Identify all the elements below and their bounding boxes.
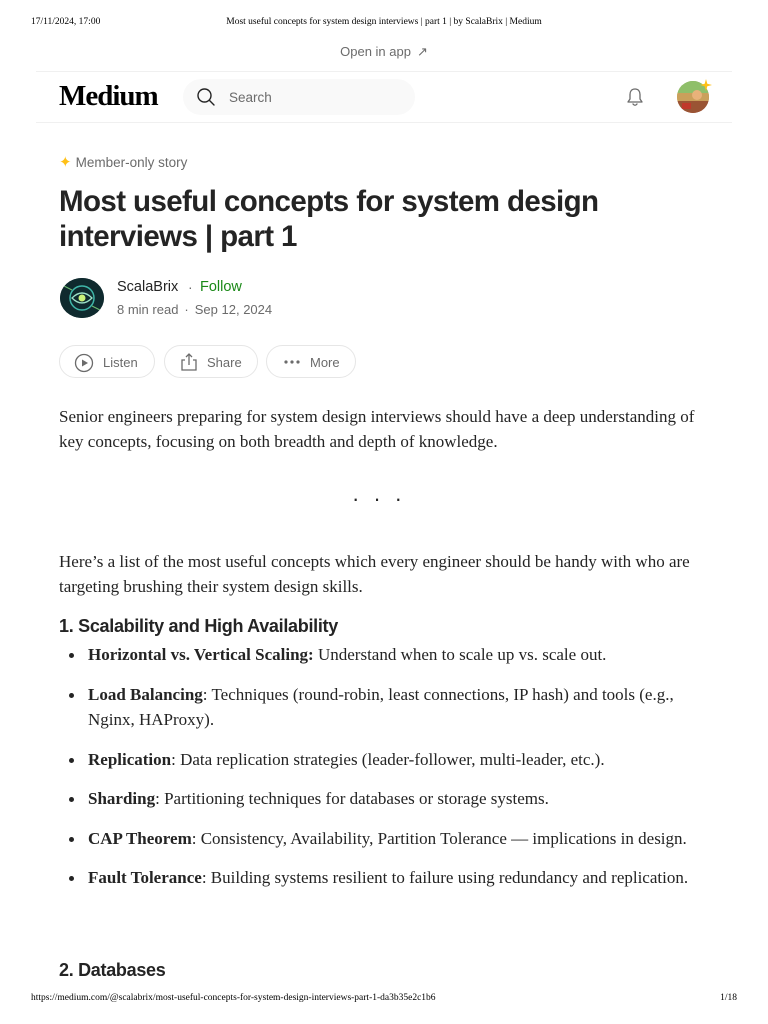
list-item-text: : Building systems resilient to failure using redundancy and replication. (201, 868, 689, 887)
bullet-dot (69, 797, 74, 802)
print-footer (0, 993, 768, 1007)
list-item-term: Fault Tolerance (88, 868, 202, 887)
meta-separator: · (184, 302, 189, 317)
list-item (59, 642, 719, 668)
section-heading-scalability: 1. Scalability and High Availability (59, 616, 338, 636)
list-item (59, 682, 719, 733)
more-button[interactable] (266, 345, 356, 378)
share-label: Share (207, 355, 242, 370)
more-label: More (310, 355, 340, 370)
list-item-text: Understand when to scale up vs. scale out. (313, 645, 607, 664)
member-only-label: Member-only story (75, 155, 188, 170)
bullet-dot (69, 653, 74, 658)
member-only-badge (59, 153, 187, 171)
list-item-text: : Techniques (round-robin, least connections, IP hash) and tools (e.g., Nginx, HAProxy). (88, 684, 674, 729)
member-sparkle-icon (700, 78, 712, 96)
bullet-dot (69, 693, 74, 698)
bullet-dot (69, 837, 74, 842)
print-url: https://medium.com/@scalabrix/most-useful-concepts-for-system-design-interviews-part-1-da3b35e2c1b6 (31, 993, 436, 1003)
list-item (59, 747, 719, 773)
section-divider: ··· (352, 486, 416, 511)
list-item-text: : Consistency, Availability, Partition Tolerance — implications in design. (191, 828, 687, 848)
open-in-app-link[interactable] (0, 44, 768, 60)
bullet-dot (69, 876, 74, 881)
print-header (0, 17, 768, 31)
lead-paragraph: Here’s a list of the most useful concepts which every engineer should be handy with who are targeting brushing their system design skills. (59, 552, 690, 596)
print-date: 17/11/2024, 17:00 (31, 17, 101, 27)
play-icon (74, 353, 94, 376)
listen-label: Listen (103, 355, 138, 370)
bullet-dot (69, 758, 74, 763)
list-item (59, 865, 719, 891)
more-dots-icon (283, 354, 301, 373)
list-item-term: Load Balancing (88, 684, 203, 704)
list-item-term: Horizontal vs. Vertical Scaling: (88, 645, 314, 664)
author-avatar[interactable] (60, 278, 104, 318)
article-meta (117, 302, 272, 317)
article-title: Most useful concepts for system design interviews | part 1 (59, 185, 599, 253)
print-page-number: 1/18 (720, 993, 737, 1003)
medium-logo[interactable]: Medium (59, 80, 158, 112)
bell-icon[interactable] (624, 86, 646, 113)
intro-paragraph: Senior engineers preparing for system design interviews should have a deep understanding of key concepts, focusing on both breadth and depth of knowledge. (59, 407, 695, 451)
print-title: Most useful concepts for system design interviews | part 1 | by ScalaBrix | Medium (226, 17, 542, 27)
search-icon (196, 87, 216, 112)
share-button[interactable] (164, 345, 258, 378)
section-heading-databases: 2. Databases (59, 960, 166, 980)
open-in-app-label: Open in app (340, 44, 411, 59)
publish-date: Sep 12, 2024 (194, 302, 273, 317)
list-item (59, 826, 719, 852)
search-placeholder: Search (229, 90, 272, 105)
list-item-text: : Data replication strategies (leader-follower, multi-leader, etc.). (171, 749, 605, 769)
top-navigation-bar (36, 71, 732, 123)
follow-button[interactable]: Follow (200, 279, 242, 295)
concept-list (59, 642, 719, 905)
share-icon (179, 352, 199, 375)
listen-button[interactable] (59, 345, 155, 378)
read-time: 8 min read (117, 302, 179, 317)
list-item-term: Replication (88, 749, 172, 769)
search-input[interactable] (183, 79, 415, 115)
author-name[interactable]: ScalaBrix (117, 279, 179, 295)
list-item-term: CAP Theorem (88, 828, 192, 848)
list-item-text: : Partitioning techniques for databases or storage systems. (155, 789, 549, 808)
star-icon: ✦ (59, 154, 72, 171)
author-separator: · (188, 279, 193, 295)
list-item (59, 786, 719, 812)
list-item-term: Sharding (88, 789, 156, 808)
arrow-up-right-icon: ↗ (416, 44, 428, 59)
